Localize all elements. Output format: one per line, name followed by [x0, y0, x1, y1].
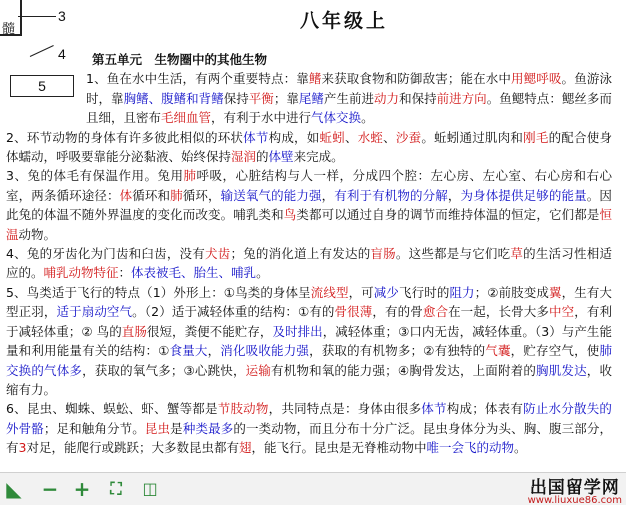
paragraph-text: 类都可以通过自身的调节而维持体温的恒定，它们都是	[296, 207, 600, 223]
paragraph-text: ，	[207, 343, 221, 359]
paragraph-text: 。	[561, 71, 575, 87]
highlighted-term: 体壁	[268, 149, 294, 165]
paragraph-text: 呼吸，心脏结构与人一样，分成四个腔：左心房、左心室、右心房和右心室，两条循环途径：	[6, 168, 612, 203]
paragraph-text: 的生活习性相适应的。	[6, 246, 612, 281]
highlighted-term: 翼	[549, 284, 562, 300]
watermark-url: www.liuxue86.com	[527, 495, 622, 506]
highlighted-term: 水蛭	[357, 129, 384, 145]
paragraph-text: 和保持	[399, 90, 437, 106]
paragraph-text: 来完成。	[293, 149, 344, 165]
highlighted-term: 草	[510, 246, 524, 262]
paragraph-text: 动物。	[18, 226, 57, 242]
paragraph-text: 。（2）适于减轻体重的结构：①有的	[132, 304, 335, 320]
highlighted-term: 及时排出	[272, 323, 323, 339]
paragraph-text: 。蚯蚓通过肌肉和	[421, 129, 524, 145]
diagram-fragment-text: 髓	[2, 22, 16, 37]
highlighted-term: 流线型	[310, 284, 349, 300]
highlighted-term: 平衡	[248, 90, 274, 106]
paragraph-text: 有机物和氧的能力强；④胸骨发达，上面附着的	[271, 362, 537, 378]
highlighted-term: 中空	[548, 304, 575, 320]
paragraph-text: 。因此兔的体温不随外界温度的变化而改变。哺乳类和	[6, 187, 612, 223]
paragraph-text: 2、环节动物的身体有许多彼此相似的环状	[6, 129, 244, 145]
paragraph-text: 很短，粪便不能贮存，	[146, 323, 273, 339]
paragraph-5	[6, 283, 612, 399]
diagram-label-3: 3	[58, 8, 66, 24]
highlighted-term: 有利于有机物的分解	[334, 187, 448, 203]
highlighted-term: 尾鳍	[298, 90, 324, 106]
paragraph-text: ，贮存空气，使	[510, 343, 600, 359]
highlighted-term: 运输	[245, 362, 272, 378]
paragraph-text: ，生有大型正羽，	[6, 284, 612, 320]
zoom-out-icon[interactable]: −	[41, 477, 59, 501]
paragraph-text: 在一起，长骨大多	[448, 304, 549, 320]
paragraph-text: ，	[321, 187, 335, 203]
highlighted-term: 恒温	[6, 207, 612, 242]
paragraph-text: ；足和触角分节。	[43, 420, 145, 436]
paragraph-text: 对足，能爬行或跳跃；大多数昆虫都有	[26, 440, 239, 456]
diagram-fragment-box	[0, 0, 22, 36]
highlighted-term: 气囊	[485, 343, 511, 359]
highlighted-term: 翅	[238, 440, 252, 456]
highlighted-term: 胸肌发达	[536, 362, 587, 378]
paragraph-text: ，	[447, 187, 461, 203]
highlighted-term: 唯一会飞的动物	[426, 440, 515, 456]
paragraph-text: 循环，	[182, 187, 221, 203]
paragraph-text: 的配合使身体蠕动，呼吸要靠能分泌黏液、始终保持	[6, 129, 612, 165]
paragraph-6	[6, 399, 612, 457]
paragraph-text: 是	[170, 420, 183, 436]
highlighted-term: 阻力	[449, 284, 475, 300]
paragraph-text: 产生前进	[323, 90, 375, 106]
highlighted-term: 防止水分散失的外骨骼	[6, 401, 612, 436]
paragraph-text: 。	[514, 440, 527, 456]
highlighted-term: 食量大	[169, 343, 208, 359]
paragraph-text: ，可	[348, 284, 374, 300]
highlighted-term: 犬齿	[205, 246, 231, 262]
paragraph-text: 的一类动物，而且分布十分广泛。昆虫身体分为头、胸、腹三部分，有	[6, 420, 612, 456]
unit-heading: 第五单元 生物圈中的其他生物	[92, 52, 268, 67]
paragraph-text: 3、兔的体毛有保温作用。兔用	[6, 168, 184, 184]
diagram-box-5: 5	[10, 75, 74, 97]
paragraph-text: 、	[344, 129, 358, 145]
highlighted-term: 输送氧气的能力强	[220, 187, 322, 203]
paragraph-text: 来获取食物和防御敌害；能在水中	[321, 71, 511, 87]
page-title: 八年级上	[300, 10, 389, 32]
highlighted-term: 胸鳍、腹鳍和背鳍	[123, 90, 224, 106]
paragraph-text: 6、昆虫、蜘蛛、蜈蚣、虾、蟹等都是	[6, 401, 218, 417]
paragraph-text: ：	[118, 265, 132, 281]
paragraph-text: 保持	[223, 90, 249, 106]
watermark-title: 出国留学网	[529, 478, 620, 498]
paragraph-text: ，有利于减轻体重；② 鸟的	[6, 304, 612, 339]
highlighted-term: 体表被毛、胎生、哺乳	[131, 265, 257, 281]
highlighted-term: 骨很薄	[334, 304, 373, 320]
paragraph-2	[6, 128, 612, 167]
paragraph-text: 4、兔的牙齿化为门齿和臼齿，没有	[6, 246, 206, 262]
diagram-label-4: 4	[58, 46, 66, 62]
paragraph-1	[6, 69, 612, 127]
paragraph-text: ；兔的消化道上有发达的	[230, 246, 371, 262]
page-view-icon[interactable]: ◫	[142, 479, 158, 498]
paragraph-text: 。	[361, 110, 374, 126]
highlighted-term: 扇动空气	[81, 304, 133, 320]
paragraph-text: ，收缩有力。	[6, 362, 612, 397]
highlighted-term: 盲肠	[370, 246, 396, 262]
diagram-leader-line-3	[18, 16, 56, 17]
paragraph-text: 飞行时的	[399, 284, 450, 300]
highlighted-term: 愈合	[422, 304, 449, 320]
highlighted-term: 哺乳动物特征	[43, 265, 119, 281]
paragraph-text: ，减轻体重；③口内无齿，减轻体重。（3）与产生能量和利用能量有关的结构：①	[6, 323, 612, 359]
highlighted-term: 前进方向	[436, 90, 487, 106]
highlighted-term: 湿润	[231, 149, 257, 165]
highlighted-term: 动力	[374, 90, 400, 106]
highlighted-term: 体节	[421, 401, 447, 417]
paragraph-text: ，有的骨	[372, 304, 423, 320]
highlighted-term: 为身体提供足够的能量	[460, 187, 587, 203]
paragraph-text: 1、鱼在水中生活，有两个重要特点：靠	[86, 71, 309, 87]
paragraph-text: 的	[256, 149, 269, 165]
highlighted-term: 直肠	[121, 323, 147, 339]
viewer-toolbar	[0, 472, 626, 505]
highlighted-term: 肺	[183, 168, 197, 184]
paragraph-3	[6, 166, 612, 244]
paragraph-text: ；靠	[273, 90, 299, 106]
highlighted-term: 用鳃呼吸	[511, 71, 562, 87]
highlighted-term: 体	[119, 187, 133, 203]
paragraph-text: 构成，如	[268, 129, 320, 145]
pin-icon[interactable]: ◣	[6, 477, 22, 501]
paragraph-text: 循环和	[132, 187, 171, 203]
paragraph-text: ，有利于水中进行	[211, 110, 312, 126]
highlighted-term: 减少	[373, 284, 400, 300]
paragraph-text: ；②前肢变成	[474, 284, 549, 300]
highlighted-term: 3	[18, 440, 27, 456]
paragraph-text: 。	[256, 265, 269, 281]
highlighted-term: 鳍	[308, 71, 322, 87]
highlighted-term: 体节	[243, 129, 269, 145]
paragraph-text: 构成；体表有	[446, 401, 524, 417]
paragraph-text: 鱼游泳时，靠	[86, 71, 612, 106]
paragraph-text: ，获取的有机物多；②有独特的	[309, 343, 486, 359]
highlighted-term: 沙蚕	[395, 129, 422, 145]
paragraph-text: 、	[383, 129, 396, 145]
highlighted-term: 昆虫	[144, 420, 171, 436]
paragraph-text: ，共同特点是：身体由很多	[268, 401, 422, 417]
zoom-in-icon[interactable]: +	[73, 477, 91, 501]
site-watermark	[528, 473, 622, 506]
highlighted-term: 适于	[56, 304, 82, 320]
paragraph-text: 5、鸟类适于飞行的特点（1）外形上：①鸟类的身体呈	[6, 284, 311, 300]
paragraph-text: 。这些都是与它们吃	[395, 246, 511, 262]
highlighted-term: 肺	[170, 187, 183, 203]
paragraph-text: ，能飞行。昆虫是无脊椎动物中	[251, 440, 427, 456]
highlighted-term: 蚯蚓	[319, 129, 345, 145]
highlighted-term: 毛细血管	[161, 110, 212, 126]
highlighted-term: 刚毛	[523, 129, 549, 145]
paragraph-text: 。鱼鳃特点：鳃丝多而且细，且密布	[86, 90, 612, 126]
paragraph-text: ，获取的氧气多；③心跳快，	[82, 362, 246, 378]
highlighted-term: 鸟	[283, 207, 297, 223]
highlighted-term: 肺交换的气体多	[6, 343, 612, 378]
paragraph-4	[6, 244, 612, 283]
highlighted-term: 气体交换	[311, 110, 362, 126]
highlighted-term: 种类最多	[182, 420, 234, 436]
document-body	[6, 50, 612, 458]
highlighted-term: 节肢动物	[217, 401, 269, 417]
fit-page-icon[interactable]: ⛶	[110, 479, 122, 498]
highlighted-term: 消化吸收能力强	[220, 343, 310, 359]
